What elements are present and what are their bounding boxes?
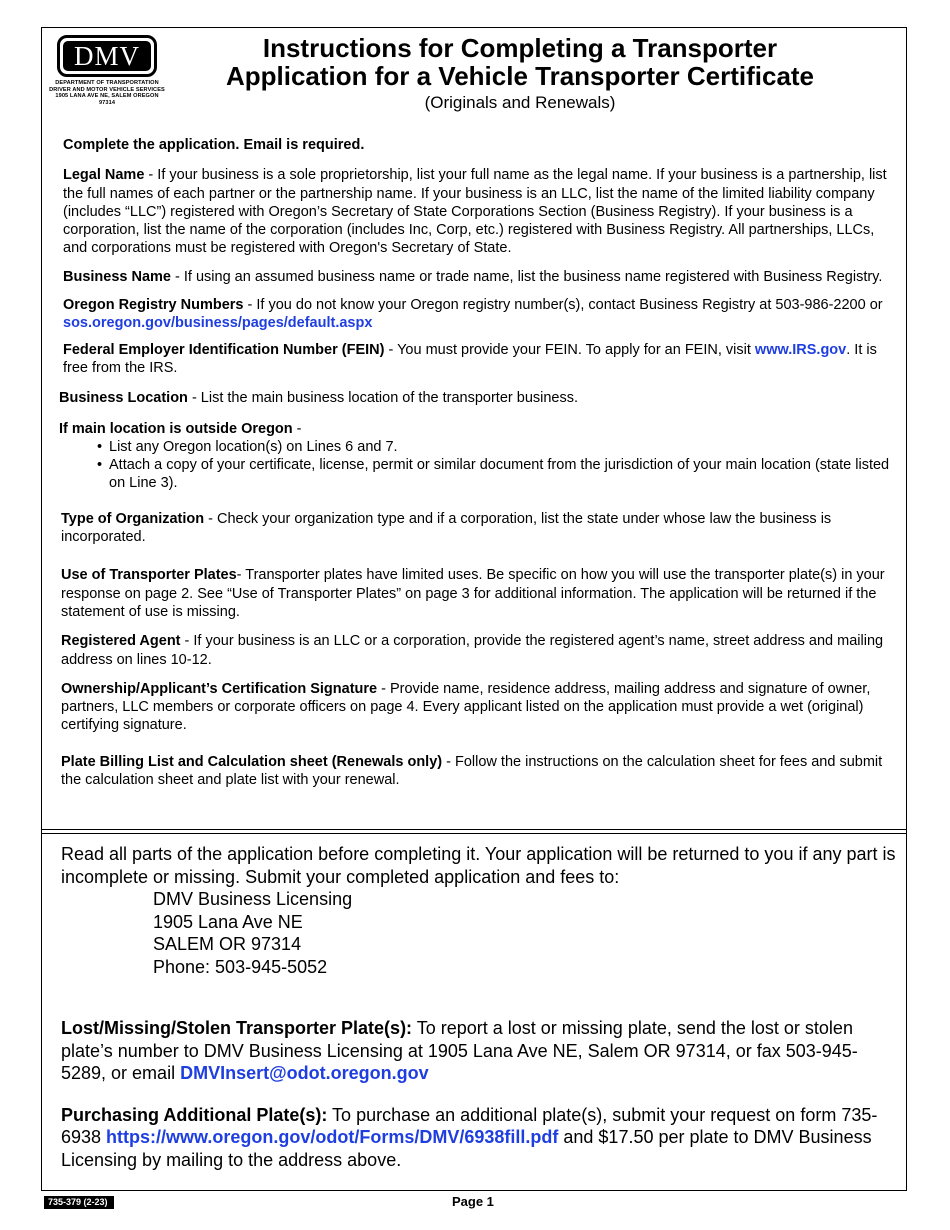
billing-heading: Plate Billing List and Calculation sheet (Renewals only) bbox=[61, 753, 443, 770]
section-divider-top bbox=[41, 829, 907, 830]
mailing-address bbox=[61, 888, 896, 978]
certification-heading: Ownership/Applicant’s Certification Signature bbox=[61, 680, 378, 697]
legal-name-heading: Legal Name bbox=[63, 167, 145, 184]
irs-link[interactable]: www.IRS.gov bbox=[754, 341, 847, 358]
subtitle: (Originals and Renewals) bbox=[424, 93, 616, 112]
logo-line-1: DEPARTMENT OF TRANSPORTATION bbox=[55, 80, 159, 86]
business-name-paragraph: Business Name - If using an assumed business name or trade name, list the business name registered with Business Registry. bbox=[63, 268, 883, 285]
additional-plates-heading: Purchasing Additional Plate(s): bbox=[61, 1104, 328, 1125]
title-line-1: Instructions for Completing a Transporter bbox=[262, 33, 778, 63]
business-name-heading: Business Name bbox=[63, 268, 171, 285]
dmv-email-link[interactable]: DMVInsert@odot.oregon.gov bbox=[180, 1063, 429, 1083]
section-divider-bottom bbox=[41, 833, 907, 834]
lost-plates-paragraph: Lost/Missing/Stolen Transporter Plate(s): To report a lost or missing plate, send the lost or stolen plate’s number to DMV Business Licensing at 1905 Lana Ave NE, Salem OR 97314, or fax 503-945-5289, or email DMVInsert@odot.oregon.gov bbox=[61, 1018, 858, 1083]
outside-oregon-list bbox=[59, 438, 895, 493]
instructions-section bbox=[59, 136, 895, 789]
registry-heading: Oregon Registry Numbers bbox=[63, 297, 244, 314]
additional-plates-paragraph: Purchasing Additional Plate(s): To purchase an additional plate(s), submit your request on form 735-6938 https://www.oregon.gov/odot/Forms/DMV/6938fill.pdf and $17.50 per plate to DMV Business Licensing by mailing to the address above. bbox=[61, 1104, 878, 1170]
business-location-heading: Business Location bbox=[59, 390, 188, 407]
fein-heading: Federal Employer Identification Number (FEIN) bbox=[63, 341, 385, 358]
fein-paragraph: Federal Employer Identification Number (FEIN) - You must provide your FEIN. To apply for an FEIN, visit www.IRS.gov. It is free from the IRS. bbox=[63, 341, 877, 376]
form-6938-link[interactable]: https://www.oregon.gov/odot/Forms/DMV/6938fill.pdf bbox=[106, 1127, 559, 1147]
org-type-heading: Type of Organization bbox=[61, 510, 205, 527]
billing-paragraph: Plate Billing List and Calculation sheet (Renewals only) - Follow the instructions on the calculation sheet for fees and submit the calculation sheet and plate list with your renewal. bbox=[61, 753, 883, 789]
title-line-2: Application for a Vehicle Transporter Certificate bbox=[225, 61, 815, 91]
logo-line-2: DRIVER AND MOTOR VEHICLE SERVICES bbox=[49, 86, 165, 93]
logo-line-3: 1905 LANA AVE NE, SALEM OREGON 97314 bbox=[55, 93, 159, 106]
sos-registry-link[interactable]: sos.oregon.gov/business/pages/default.aspx bbox=[63, 315, 373, 332]
lost-plates-heading: Lost/Missing/Stolen Transporter Plate(s): bbox=[61, 1018, 413, 1038]
dmv-logo-text: DMV bbox=[63, 41, 151, 71]
address-line: DMV Business Licensing bbox=[153, 889, 353, 909]
dmv-badge bbox=[57, 35, 157, 77]
certification-paragraph: Ownership/Applicant’s Certification Signature - Provide name, residence address, mailing address and signature of owner, partners, LLC members or corporate officers on page 4. Every applicant listed on the application must provide a wet (original) certifying signature. bbox=[61, 680, 871, 734]
address-line: SALEM OR 97314 bbox=[153, 934, 302, 954]
business-location-paragraph: Business Location - List the main business location of the transporter business. bbox=[59, 390, 579, 407]
form-code: 735-379 (2-23) bbox=[44, 1196, 114, 1209]
org-type-paragraph: Type of Organization - Check your organization type and if a corporation, list the state under whose law the business is incorporated. bbox=[61, 510, 832, 546]
plate-use-paragraph: Use of Transporter Plates- Transporter plates have limited uses. Be specific on how you will use the transporter plate(s) in your response on page 2. See “Use of Transporter Plates” on page 3 for additional information. The application will be returned if the statement of use is missing. bbox=[61, 567, 885, 620]
address-line: 1905 Lana Ave NE bbox=[153, 911, 303, 932]
registry-paragraph: Oregon Registry Numbers - If you do not know your Oregon registry number(s), contact Business Registry at 503-986-2200 or sos.oregon.gov/business/pages/default.aspx bbox=[63, 297, 883, 332]
intro: Complete the application. Email is required. bbox=[63, 137, 365, 153]
legal-name-paragraph: Legal Name - If your business is a sole proprietorship, list your full name as the legal name. If your business is a partnership, list the full names of each partner or the partnership name. If your business is an LLC, list the name of the limited liability company (includes “LLC”) registered with Oregon’s Secretary of State Corporations Section (Business Registry). If your business is a corporation, list the name of the corporation (includes Inc, Corp, etc.) registered with Business Registry. All partnerships, LLCs, and corporations must be registered with Oregon's Secretary of State. bbox=[63, 167, 887, 257]
submission-text: Read all parts of the application before completing it. Your application will be returned to you if any part is incomplete or missing. Submit your completed application and fees to: bbox=[61, 844, 896, 887]
dmv-logo-subtext bbox=[48, 80, 166, 106]
list-item: • Attach a copy of your certificate, license, permit or similar document from the jurisdiction of your main location (state listed on Line 3). bbox=[109, 456, 895, 493]
dmv-logo bbox=[48, 35, 166, 107]
outside-oregon-paragraph: If main location is outside Oregon - bbox=[59, 420, 302, 437]
plate-use-heading: Use of Transporter Plates bbox=[61, 567, 237, 584]
outside-oregon-heading: If main location is outside Oregon bbox=[59, 420, 293, 437]
address-phone: Phone: 503-945-5052 bbox=[153, 956, 328, 977]
document-title bbox=[170, 34, 870, 114]
submission-section bbox=[61, 843, 896, 1171]
list-item: • List any Oregon location(s) on Lines 6 and 7. bbox=[109, 438, 895, 456]
registered-agent-heading: Registered Agent bbox=[61, 633, 181, 650]
page-number: Page 1 bbox=[452, 1194, 494, 1209]
registered-agent-paragraph: Registered Agent - If your business is an LLC or a corporation, provide the registered agent’s name, street address and mailing address on lines 10-12. bbox=[61, 633, 884, 668]
